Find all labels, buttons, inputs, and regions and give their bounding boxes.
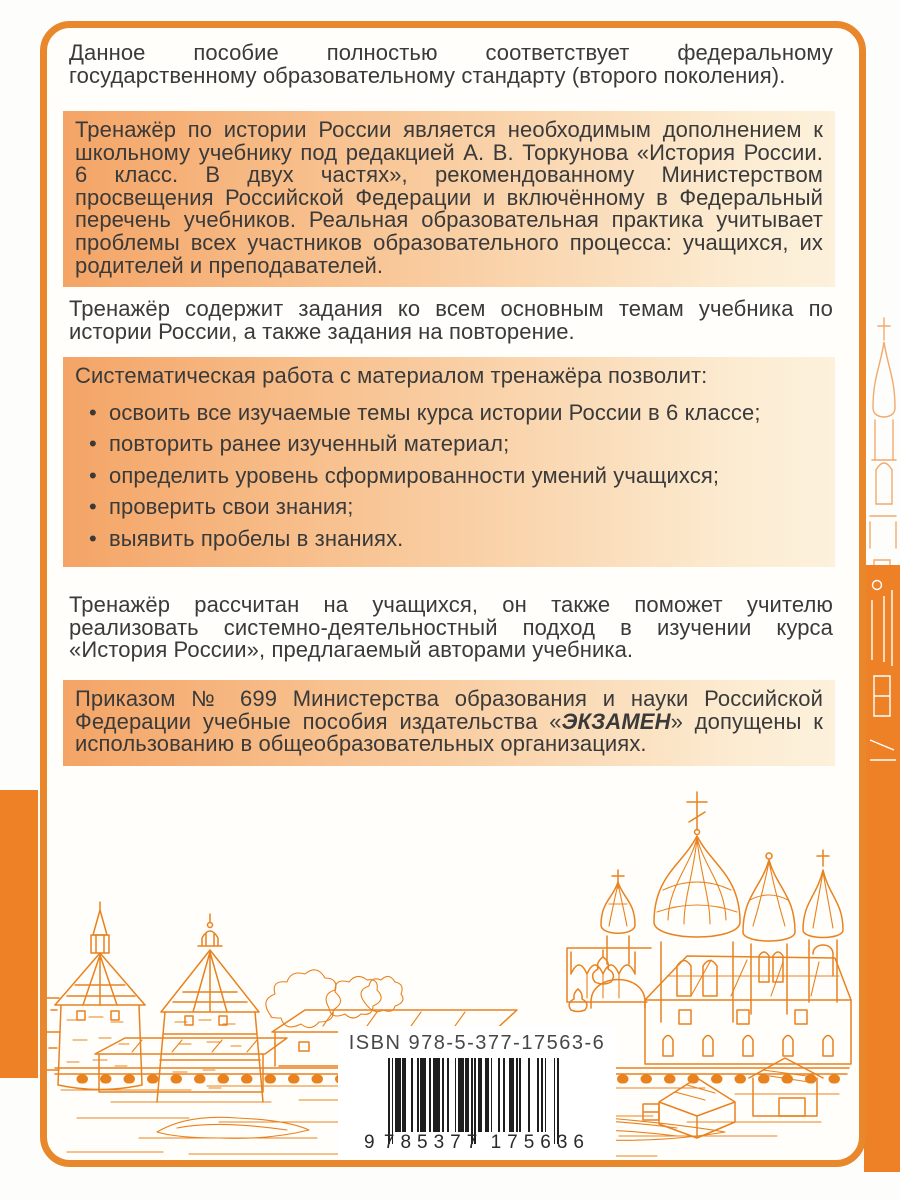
paragraph-standard-note: Данное пособие полностью соответствует федеральному государственному образовательному стандарту (второго поколения). (69, 40, 833, 88)
cover-edge-orange-fill (864, 565, 900, 1172)
paragraph-audience-note: Тренажёр рассчитан на учащихся, он также поможет учителю реализовать системно-деятельностный подход в изучении курса «История России», предлагаемый авторами учебника. (69, 592, 833, 663)
order-text-after: » допущены к использованию в общеобразовательных организациях. (75, 708, 823, 757)
list-item: • освоить все изучаемые темы курса истории России в 6 классе; (75, 402, 823, 425)
trees-drawing (266, 970, 403, 1028)
barcode-first-digit: 9 (364, 1132, 377, 1153)
benefits-list-intro: Систематическая работа с материалом тренажёра позволит: (75, 363, 708, 388)
highlight-benefits-block (63, 357, 835, 567)
barcode-digits (364, 1132, 590, 1154)
list-item: • проверить свои знания; (75, 496, 823, 519)
highlight-order-paragraph (63, 680, 835, 766)
highlight-torkunov-paragraph: Тренажёр по истории России является необходимым дополнением к школьному учебнику под редакцией А. В. Торкунова «История России. 6 класс. В двух частях», рекомендованному Министерством просвещения Российской Федерации и включённому в Федеральный перечень учебников. Реальная образовательная практика учитывает проблемы всех участников образовательного процесса: учащихся, их родителей и преподавателей. (63, 111, 835, 287)
paragraph-contents-note: Тренажёр содержит задания ко всем основным темам учебника по истории России, а также задания на повторение. (69, 296, 833, 344)
barcode-box (338, 1026, 616, 1159)
list-item: • определить уровень сформированности умений учащихся; (75, 465, 823, 488)
spine-band-left (0, 790, 38, 1078)
list-item: • повторить ранее изученный материал; (75, 433, 823, 456)
refectory-building-drawing (645, 956, 851, 1064)
fortress-wall-left-drawing (47, 998, 60, 1070)
church-domes-drawing (567, 792, 843, 1022)
barcode-right-group: 175636 (490, 1132, 590, 1153)
benefits-list (75, 399, 823, 551)
order-text-before: Приказом № 699 Министерства образования и науки Российской Федерации учебные пособия издательства « (75, 686, 823, 734)
cover-edge-right (864, 0, 900, 1200)
back-cover-card (40, 21, 866, 1167)
huts-drawing (643, 1058, 823, 1138)
list-item: • выявить пробелы в знаниях. (75, 528, 823, 551)
cover-edge-tower-drawing (864, 0, 900, 1200)
barcode-left-group: 785377 (383, 1132, 484, 1153)
isbn-label: ISBN 978-5-377-17563-6 (348, 1032, 606, 1054)
publisher-name-emphasis: ЭКЗАМЕН (561, 708, 671, 734)
fortress-tower-left-drawing (55, 902, 145, 1090)
